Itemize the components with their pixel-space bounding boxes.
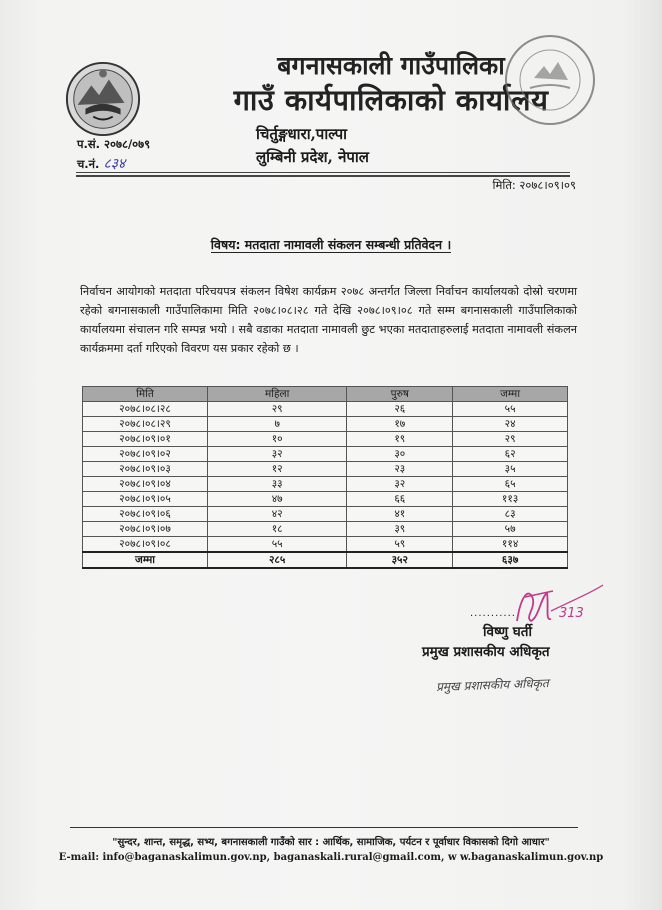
cell-male: ४१ <box>347 507 453 522</box>
office-name: गाउँ कार्यपालिकाको कार्यालय <box>233 83 549 117</box>
footer-slogan: "सुन्दर, शान्त, समृद्ध, सभ्य, बगनासकाली गाउँको सार : आर्थिक, सामाजिक, पर्यटन र पूर्वाधार विकासको दिगो आधार" <box>112 837 550 848</box>
col-header-female: महिला <box>208 387 347 402</box>
col-header-male: पुरुष <box>347 387 453 402</box>
total-male: ३५२ <box>347 552 453 568</box>
dispatch-label: च.नं. <box>77 157 100 171</box>
cell-female: १२ <box>208 462 347 477</box>
cell-female: ३३ <box>208 477 347 492</box>
table-row <box>83 417 568 432</box>
cell-date: २०७८।०९।०१ <box>83 432 208 447</box>
cell-date: २०७८।०८।२९ <box>83 417 208 432</box>
table-row <box>83 447 568 462</box>
cell-total: ५७ <box>453 522 568 537</box>
subject-line <box>0 236 662 253</box>
cell-male: १९ <box>347 432 453 447</box>
address-line-1: चिर्तुङ्गधारा,पाल्पा <box>256 125 348 143</box>
cell-date: २०७८।०९।०८ <box>83 537 208 553</box>
cell-total: ३५ <box>453 462 568 477</box>
cell-female: १० <box>208 432 347 447</box>
cell-total: ६२ <box>453 447 568 462</box>
table-row <box>83 507 568 522</box>
table-row <box>83 462 568 477</box>
cell-female: ३२ <box>208 447 347 462</box>
signatory-name: विष्णु घर्ती <box>483 624 532 640</box>
cell-total: ६५ <box>453 477 568 492</box>
official-seal-text: प्रमुख प्रशासकीय अधिकृत <box>435 676 549 694</box>
office-stamp-icon <box>500 30 600 130</box>
cell-female: ७ <box>208 417 347 432</box>
cell-female: ४७ <box>208 492 347 507</box>
col-header-date: मिति <box>83 387 208 402</box>
cell-male: ५९ <box>347 537 453 553</box>
signature-handwritten-number: 313 <box>559 606 584 621</box>
table-row <box>83 522 568 537</box>
footer-contact: E-mail: info@baganaskalimun.gov.np, baganaskali.rural@gmail.com, w w.baganaskalimun.gov.np <box>58 852 604 863</box>
cell-total: २४ <box>453 417 568 432</box>
table-row <box>83 537 568 553</box>
cell-total: २९ <box>453 432 568 447</box>
footer-divider <box>70 827 578 828</box>
cell-male: ३९ <box>347 522 453 537</box>
cell-date: २०७८।०८।२८ <box>83 402 208 417</box>
signature-line: ........... <box>470 608 516 619</box>
subject-text: विषय: मतदाता नामावली संकलन सम्बन्धी प्रतिवेदन । <box>210 237 452 252</box>
dispatch-number: ८३४ <box>103 156 126 172</box>
cell-male: २६ <box>347 402 453 417</box>
cell-female: ४२ <box>208 507 347 522</box>
body-paragraph: निर्वाचन आयोगको मतदाता परिचयपत्र संकलन विषेश कार्यक्रम २०७८ अन्तर्गत जिल्ला निर्वाचन कार्यालयको दोस्रो चरणमा रहेको बगनासकाली गाउँपालिकामा मिति २०७८।०८।२८ गते देखि २०७८।०९।०८ गते सम्म बगनासकाली गाउँपालिकाको कार्यालयमा संचालन गरि सम्पन्न भयो । सबै वडाका मतदाता नामावली छुट भएका मतदाताहरुलाई मतदाता नामावली संकलन कार्यक्रममा दर्ता गरिएको विवरण यस प्रकार रहेको छ । <box>80 285 577 355</box>
cell-male: १७ <box>347 417 453 432</box>
signatory-title: प्रमुख प्रशासकीय अधिकृत <box>422 644 550 660</box>
cell-female: २९ <box>208 402 347 417</box>
cell-date: २०७८।०९।०७ <box>83 522 208 537</box>
cell-date: २०७८।०९।०४ <box>83 477 208 492</box>
address-line-2: लुम्बिनी प्रदेश, नेपाल <box>256 148 369 166</box>
header-divider-thick <box>76 175 570 177</box>
fiscal-year-ref: प.सं. २०७८/०७९ <box>77 137 151 151</box>
cell-male: ३२ <box>347 477 453 492</box>
table-header-row <box>83 387 568 402</box>
table-row <box>83 432 568 447</box>
total-all: ६३७ <box>453 552 568 568</box>
cell-male: ६६ <box>347 492 453 507</box>
cell-male: २३ <box>347 462 453 477</box>
cell-female: ५५ <box>208 537 347 553</box>
cell-male: ३० <box>347 447 453 462</box>
table-row <box>83 477 568 492</box>
cell-date: २०७८।०९।०६ <box>83 507 208 522</box>
table-row <box>83 402 568 417</box>
col-header-total: जम्मा <box>453 387 568 402</box>
table-total-row <box>83 552 568 568</box>
cell-date: २०७८।०९।०३ <box>83 462 208 477</box>
cell-date: २०७८।०९।०२ <box>83 447 208 462</box>
cell-date: २०७८।०९।०५ <box>83 492 208 507</box>
cell-total: ८३ <box>453 507 568 522</box>
cell-total: ११३ <box>453 492 568 507</box>
letter-date: मिति: २०७८।०९।०९ <box>492 178 576 192</box>
voter-registration-table <box>82 386 568 569</box>
total-label: जम्मा <box>83 552 208 568</box>
cell-total: ११४ <box>453 537 568 553</box>
table-row <box>83 492 568 507</box>
municipality-name: बगनासकाली गाउँपालिका <box>277 51 505 80</box>
total-female: २८५ <box>208 552 347 568</box>
header-divider <box>76 172 570 173</box>
cell-female: १८ <box>208 522 347 537</box>
dispatch-ref <box>77 154 125 173</box>
cell-total: ५५ <box>453 402 568 417</box>
